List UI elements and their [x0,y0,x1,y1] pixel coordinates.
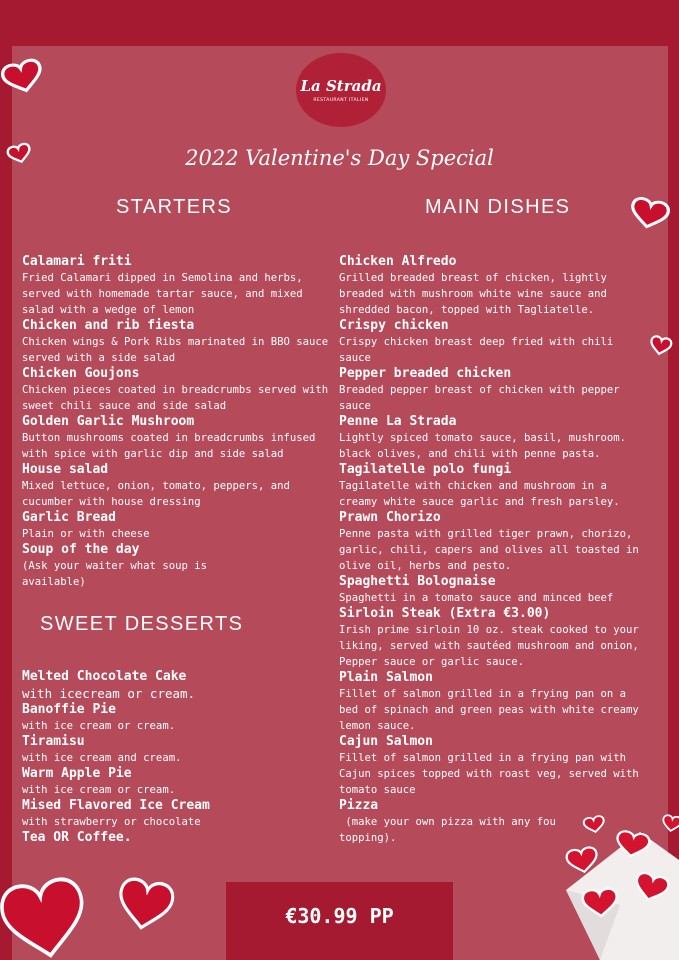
item-name: Chicken Goujons [22,366,140,381]
item-description: Chicken wings & Pork Ribs marinated in BBO sauce served with a side salad [22,336,329,364]
page-title: 2022 Valentine's Day Special [185,146,494,170]
item-description: Irish prime sirloin 10 oz. steak cooked to your liking, served with sautéed mushroom and onion, Pepper sauce or garlic sauce. [339,624,639,668]
logo-name: La Strada [300,77,382,95]
item-description: (make your own pizza with any fou topping). [339,816,563,844]
item-name: Penne La Strada [339,414,457,429]
item-description: Fillet of salmon grilled in a frying pan on a bed of spinach and green peas with white creamy lemon sauce. [339,688,639,732]
item-name: Golden Garlic Mushroom [22,414,195,429]
item-description: with icecream or cream. [22,686,196,701]
main-dishes-heading: MAIN DISHES [425,196,571,218]
item-name: Chicken and rib fiesta [22,318,195,333]
item-description: with ice cream or cream. [22,784,176,796]
item-description: Lightly spiced tomato sauce, basil, mushroom. black olives, and chili with penne pasta. [339,432,627,460]
item-name: Warm Apple Pie [22,766,132,781]
item-name: Sirloin Steak (Extra €3.00) [339,606,551,621]
item-description: Mixed lettuce, onion, tomato, peppers, and cucumber with house dressing [22,480,290,508]
item-description: Crispy chicken breast deep fried with chili sauce [339,336,614,364]
item-description: with strawberry or chocolate [22,816,201,828]
item-name: Banoffie Pie [22,702,116,717]
item-name: Chicken Alfredo [339,254,457,269]
item-name: Calamari friti [22,254,132,269]
item-name: Cajun Salmon [339,734,433,749]
item-name: Tiramisu [22,734,85,749]
item-name: Spaghetti Bolognaise [339,574,496,589]
item-description: Fried Calamari dipped in Semolina and herbs, served with homemade tartar sauce, and mixed salad with a wedge of lemon [22,272,303,316]
item-description: Fillet of salmon grilled in a frying pan with Cajun spices topped with roast veg, served with tomato sauce [339,752,639,796]
desserts-heading: SWEET DESSERTS [40,613,244,635]
logo-subtitle: RESTAURANT ITALIEN [313,98,369,103]
heart-icon [0,876,90,960]
item-name: Soup of the day [22,542,140,557]
item-description: Grilled breaded breast of chicken, lightly breaded with mushroom white wine sauce and shredded bacon, topped with Tagliatelle. [339,272,607,316]
item-name: Tea OR Coffee. [22,830,132,845]
item-description: Plain or with cheese [22,528,150,540]
item-description: Spaghetti in a tomato sauce and minced beef [339,592,614,604]
item-description: Breaded pepper breast of chicken with pepper sauce [339,384,620,412]
item-description: Button mushrooms coated in breadcrumbs infused with spice with garlic dip and side salad [22,432,316,460]
heart-icon [7,143,33,165]
starters-heading: STARTERS [116,196,233,218]
item-name: Crispy chicken [339,318,449,333]
item-name: House salad [22,462,109,477]
item-description: Tagilatelle with chicken and mushroom in a creamy white sauce garlic and fresh parsley. [339,480,620,508]
envelope-with-hearts-icon [566,815,679,960]
item-description: with ice cream and cream. [22,752,182,764]
item-description: Penne pasta with grilled tiger prawn, chorizo, garlic, chili, capers and olives all toasted in olive oil, herbs and pesto. [339,528,639,572]
item-name: Garlic Bread [22,510,116,525]
item-name: Prawn Chorizo [339,510,441,525]
item-name: Plain Salmon [339,670,433,685]
item-name: Pizza [339,798,379,813]
heart-icon [629,197,670,231]
item-description: (Ask your waiter what soup is available) [22,560,207,588]
item-name: Pepper breaded chicken [339,366,512,381]
heart-icon [1,58,45,95]
item-description: with ice cream or cream. [22,720,176,732]
heart-icon [649,335,672,355]
item-name: Melted Chocolate Cake [22,669,187,684]
heart-icon [116,877,175,932]
item-description: Chicken pieces coated in breadcrumbs served with sweet chili sauce and side salad [22,384,329,412]
item-name: Mised Flavored Ice Cream [22,798,210,813]
item-name: Tagilatelle polo fungi [339,462,512,477]
price-label: €30.99 PP [285,904,394,928]
